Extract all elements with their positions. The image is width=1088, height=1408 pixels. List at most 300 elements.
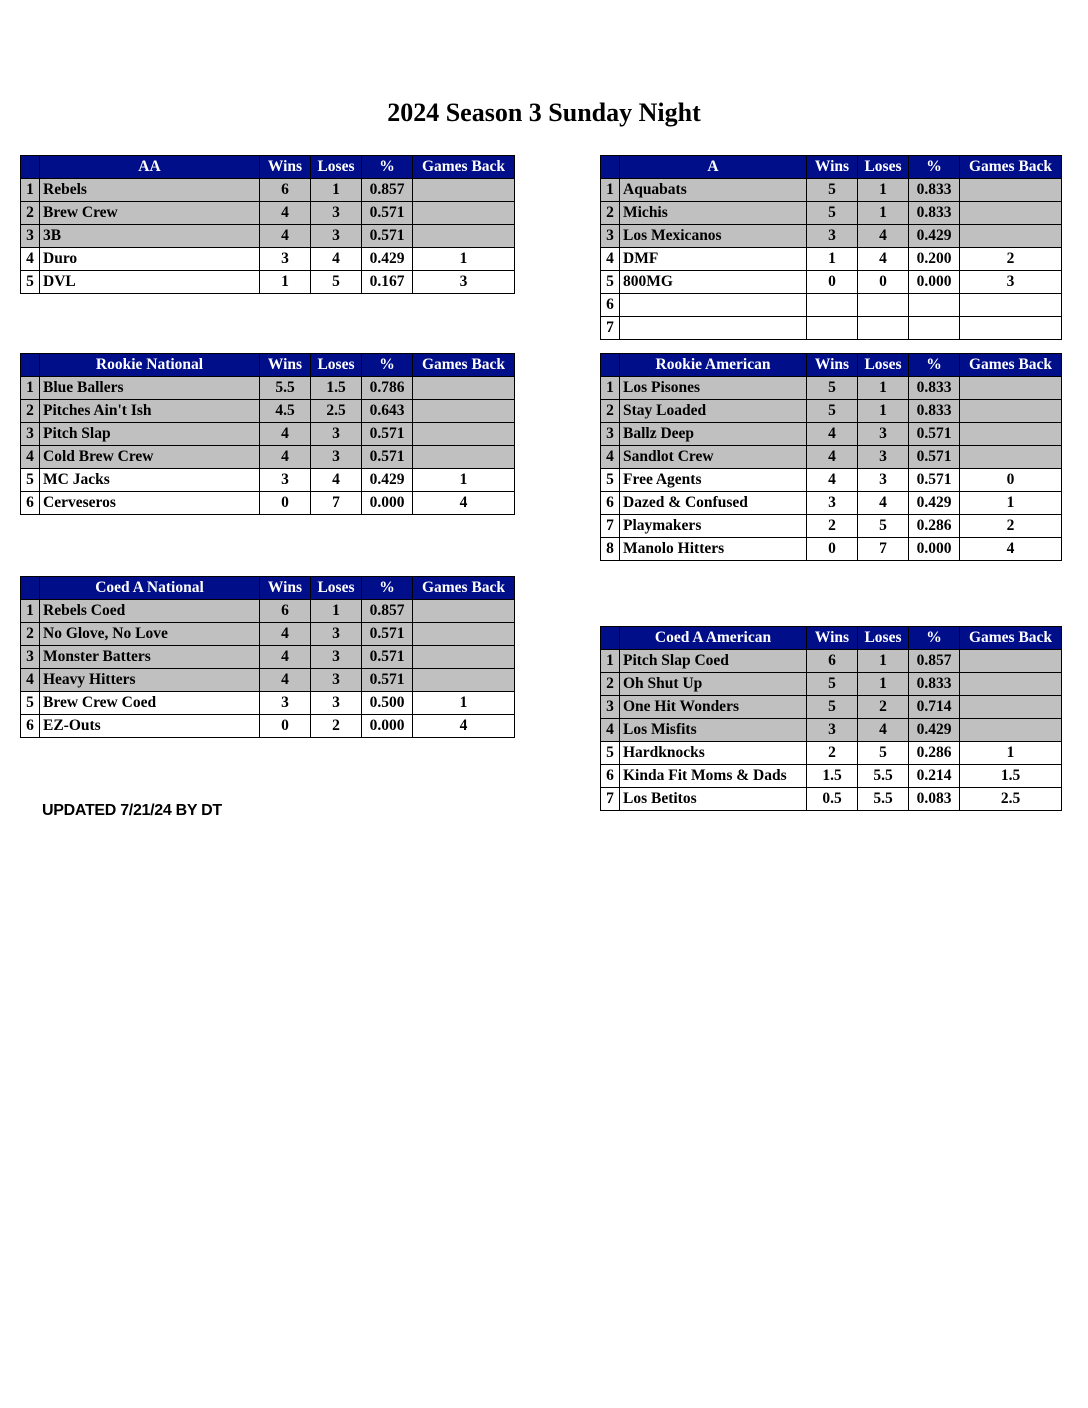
pct-cell: 0.571 — [909, 469, 960, 492]
loses-cell: 4 — [311, 469, 362, 492]
table-row — [21, 225, 515, 248]
table-row — [21, 271, 515, 294]
header-row — [601, 156, 1062, 179]
loses-cell: 2.5 — [311, 400, 362, 423]
pct-cell: 0.833 — [909, 202, 960, 225]
rank-cell: 3 — [601, 225, 620, 248]
table-row — [601, 650, 1062, 673]
table-row — [21, 623, 515, 646]
table-row — [601, 788, 1062, 811]
loses-cell: 2 — [858, 696, 909, 719]
team-name-cell: Cerveseros — [40, 492, 260, 515]
rank-cell: 4 — [601, 248, 620, 271]
pct-header: % — [909, 627, 960, 650]
rank-cell: 8 — [601, 538, 620, 561]
games-back-cell — [960, 423, 1062, 446]
pct-cell: 0.286 — [909, 515, 960, 538]
rank-header — [21, 156, 40, 179]
table-row — [601, 400, 1062, 423]
rank-cell: 1 — [21, 377, 40, 400]
wins-cell: 4 — [807, 446, 858, 469]
rank-cell: 4 — [21, 669, 40, 692]
wins-header: Wins — [807, 354, 858, 377]
rank-header — [21, 577, 40, 600]
wins-cell: 4 — [260, 669, 311, 692]
pct-cell: 0.571 — [362, 623, 413, 646]
rank-cell: 2 — [601, 400, 620, 423]
table-row — [601, 377, 1062, 400]
wins-cell: 5 — [807, 673, 858, 696]
loses-header: Loses — [858, 156, 909, 179]
team-name-cell: Brew Crew — [40, 202, 260, 225]
team-name-cell: Los Pisones — [620, 377, 807, 400]
wins-cell — [807, 317, 858, 340]
pct-cell: 0.714 — [909, 696, 960, 719]
standings-table-coed-a-american — [600, 626, 1062, 811]
table-row — [601, 225, 1062, 248]
team-name-cell — [620, 317, 807, 340]
wins-cell: 4 — [260, 423, 311, 446]
rank-cell: 1 — [21, 600, 40, 623]
wins-cell: 5 — [807, 696, 858, 719]
pct-cell: 0.429 — [909, 225, 960, 248]
pct-cell: 0.429 — [362, 248, 413, 271]
header-row — [21, 354, 515, 377]
loses-cell: 3 — [858, 423, 909, 446]
rank-cell: 5 — [601, 469, 620, 492]
rank-cell: 2 — [601, 673, 620, 696]
wins-cell: 4 — [807, 469, 858, 492]
wins-cell: 3 — [260, 692, 311, 715]
team-name-cell: Aquabats — [620, 179, 807, 202]
pct-cell: 0.429 — [909, 492, 960, 515]
wins-cell: 6 — [260, 600, 311, 623]
rank-cell: 5 — [21, 469, 40, 492]
pct-cell: 0.571 — [362, 446, 413, 469]
games-back-cell — [413, 623, 515, 646]
team-name-cell: Manolo Hitters — [620, 538, 807, 561]
pct-cell: 0.571 — [909, 446, 960, 469]
wins-cell — [807, 294, 858, 317]
wins-cell: 0 — [260, 492, 311, 515]
team-name-cell: No Glove, No Love — [40, 623, 260, 646]
rank-cell: 5 — [601, 742, 620, 765]
team-name-cell: 3B — [40, 225, 260, 248]
table-row — [21, 692, 515, 715]
wins-cell: 5 — [807, 179, 858, 202]
games-back-cell: 1.5 — [960, 765, 1062, 788]
table-row — [601, 696, 1062, 719]
pct-cell: 0.571 — [362, 225, 413, 248]
loses-cell: 3 — [311, 225, 362, 248]
standings-table-coed-a-national — [20, 576, 515, 738]
wins-cell: 4.5 — [260, 400, 311, 423]
loses-cell: 3 — [311, 446, 362, 469]
loses-cell: 5.5 — [858, 788, 909, 811]
team-name-cell: Sandlot Crew — [620, 446, 807, 469]
table-row — [21, 646, 515, 669]
pct-cell: 0.000 — [909, 271, 960, 294]
team-name-cell: Los Misfits — [620, 719, 807, 742]
wins-cell: 0 — [807, 271, 858, 294]
games-back-cell: 1 — [960, 742, 1062, 765]
wins-header: Wins — [260, 354, 311, 377]
loses-cell — [858, 294, 909, 317]
team-name-cell: Monster Batters — [40, 646, 260, 669]
rank-header — [601, 156, 620, 179]
wins-cell: 0 — [807, 538, 858, 561]
rank-cell: 3 — [21, 646, 40, 669]
rank-cell: 3 — [21, 225, 40, 248]
team-name-cell: DMF — [620, 248, 807, 271]
wins-cell: 3 — [260, 248, 311, 271]
games-back-cell — [960, 225, 1062, 248]
table-row — [601, 469, 1062, 492]
division-header: Rookie National — [40, 354, 260, 377]
pct-header: % — [362, 156, 413, 179]
team-name-cell — [620, 294, 807, 317]
loses-cell: 3 — [858, 469, 909, 492]
pct-cell: 0.286 — [909, 742, 960, 765]
games-back-cell — [960, 202, 1062, 225]
team-name-cell: Rebels — [40, 179, 260, 202]
team-name-cell: Oh Shut Up — [620, 673, 807, 696]
pct-cell: 0.833 — [909, 179, 960, 202]
games-back-cell — [413, 669, 515, 692]
table-row — [601, 446, 1062, 469]
table-row — [601, 423, 1062, 446]
loses-cell: 4 — [858, 492, 909, 515]
games-back-cell — [960, 673, 1062, 696]
loses-header: Loses — [858, 627, 909, 650]
rank-cell: 2 — [21, 400, 40, 423]
games-back-header: Games Back — [413, 354, 515, 377]
rank-cell: 3 — [601, 696, 620, 719]
wins-cell: 5 — [807, 202, 858, 225]
table-row — [21, 377, 515, 400]
rank-cell: 1 — [21, 179, 40, 202]
rank-cell: 4 — [21, 248, 40, 271]
wins-cell: 1 — [807, 248, 858, 271]
games-back-cell: 1 — [960, 492, 1062, 515]
loses-cell: 3 — [311, 669, 362, 692]
wins-cell: 4 — [260, 623, 311, 646]
loses-cell: 1 — [858, 202, 909, 225]
rank-cell: 7 — [601, 515, 620, 538]
wins-cell: 3 — [260, 469, 311, 492]
table-row — [601, 248, 1062, 271]
loses-cell: 3 — [311, 623, 362, 646]
team-name-cell: Dazed & Confused — [620, 492, 807, 515]
wins-cell: 6 — [807, 650, 858, 673]
loses-cell: 1 — [858, 377, 909, 400]
standings-table-rookie-american — [600, 353, 1062, 561]
rank-cell: 6 — [21, 715, 40, 738]
wins-cell: 3 — [807, 225, 858, 248]
updated-note: UPDATED 7/21/24 BY DT — [42, 802, 222, 819]
pct-cell: 0.833 — [909, 400, 960, 423]
loses-cell: 1.5 — [311, 377, 362, 400]
pct-cell: 0.214 — [909, 765, 960, 788]
pct-header: % — [909, 354, 960, 377]
games-back-cell — [413, 377, 515, 400]
pct-cell: 0.200 — [909, 248, 960, 271]
pct-cell: 0.429 — [909, 719, 960, 742]
pct-cell: 0.500 — [362, 692, 413, 715]
division-header: Coed A American — [620, 627, 807, 650]
team-name-cell: Los Betitos — [620, 788, 807, 811]
team-name-cell: Pitch Slap Coed — [620, 650, 807, 673]
table-row — [21, 400, 515, 423]
loses-cell: 3 — [858, 446, 909, 469]
loses-header: Loses — [311, 577, 362, 600]
games-back-cell — [413, 225, 515, 248]
wins-cell: 3 — [807, 492, 858, 515]
standings-table-a — [600, 155, 1062, 340]
loses-cell: 1 — [311, 179, 362, 202]
team-name-cell: Rebels Coed — [40, 600, 260, 623]
games-back-header: Games Back — [960, 627, 1062, 650]
pct-cell: 0.167 — [362, 271, 413, 294]
games-back-cell: 4 — [413, 715, 515, 738]
loses-cell: 7 — [311, 492, 362, 515]
rank-cell: 7 — [601, 317, 620, 340]
table-row — [601, 179, 1062, 202]
games-back-cell: 2 — [960, 515, 1062, 538]
games-back-cell — [960, 650, 1062, 673]
table-row — [601, 765, 1062, 788]
loses-cell: 0 — [858, 271, 909, 294]
rank-cell: 4 — [21, 446, 40, 469]
wins-cell: 6 — [260, 179, 311, 202]
pct-header: % — [909, 156, 960, 179]
wins-cell: 1 — [260, 271, 311, 294]
loses-cell: 1 — [858, 400, 909, 423]
loses-cell — [858, 317, 909, 340]
games-back-cell — [960, 719, 1062, 742]
games-back-cell — [413, 646, 515, 669]
games-back-cell: 2 — [960, 248, 1062, 271]
games-back-cell: 1 — [413, 248, 515, 271]
table-row — [601, 202, 1062, 225]
rank-cell: 4 — [601, 446, 620, 469]
table-row — [601, 538, 1062, 561]
team-name-cell: MC Jacks — [40, 469, 260, 492]
team-name-cell: Brew Crew Coed — [40, 692, 260, 715]
loses-cell: 4 — [858, 225, 909, 248]
loses-cell: 7 — [858, 538, 909, 561]
header-row — [601, 627, 1062, 650]
games-back-cell — [413, 446, 515, 469]
team-name-cell: DVL — [40, 271, 260, 294]
team-name-cell: One Hit Wonders — [620, 696, 807, 719]
rank-cell: 6 — [601, 492, 620, 515]
loses-cell: 2 — [311, 715, 362, 738]
table-row — [601, 492, 1062, 515]
team-name-cell: Heavy Hitters — [40, 669, 260, 692]
team-name-cell: 800MG — [620, 271, 807, 294]
wins-header: Wins — [260, 156, 311, 179]
pct-cell: 0.833 — [909, 377, 960, 400]
loses-cell: 4 — [858, 248, 909, 271]
table-row — [21, 423, 515, 446]
page-title: 2024 Season 3 Sunday Night — [387, 98, 701, 127]
wins-cell: 4 — [260, 646, 311, 669]
pct-cell: 0.000 — [362, 492, 413, 515]
table-row — [601, 719, 1062, 742]
games-back-header: Games Back — [413, 577, 515, 600]
rank-cell: 5 — [21, 692, 40, 715]
games-back-cell: 1 — [413, 469, 515, 492]
games-back-cell: 2.5 — [960, 788, 1062, 811]
loses-header: Loses — [311, 156, 362, 179]
wins-cell: 4 — [807, 423, 858, 446]
team-name-cell: Ballz Deep — [620, 423, 807, 446]
pct-cell — [909, 317, 960, 340]
games-back-cell — [413, 179, 515, 202]
rank-cell: 1 — [601, 179, 620, 202]
team-name-cell: Cold Brew Crew — [40, 446, 260, 469]
rank-cell: 5 — [601, 271, 620, 294]
rank-cell: 2 — [21, 623, 40, 646]
games-back-cell — [960, 696, 1062, 719]
pct-cell: 0.857 — [909, 650, 960, 673]
pct-cell: 0.000 — [909, 538, 960, 561]
wins-header: Wins — [807, 156, 858, 179]
loses-cell: 1 — [858, 673, 909, 696]
rank-cell: 1 — [601, 650, 620, 673]
pct-cell: 0.857 — [362, 600, 413, 623]
table-row — [21, 600, 515, 623]
team-name-cell: Blue Ballers — [40, 377, 260, 400]
division-header: AA — [40, 156, 260, 179]
rank-cell: 7 — [601, 788, 620, 811]
wins-cell: 5.5 — [260, 377, 311, 400]
table-row — [601, 294, 1062, 317]
pct-cell: 0.000 — [362, 715, 413, 738]
loses-cell: 4 — [858, 719, 909, 742]
division-header: A — [620, 156, 807, 179]
pct-cell: 0.833 — [909, 673, 960, 696]
team-name-cell: Michis — [620, 202, 807, 225]
games-back-header: Games Back — [960, 354, 1062, 377]
games-back-cell — [960, 400, 1062, 423]
team-name-cell: Hardknocks — [620, 742, 807, 765]
rank-header — [601, 354, 620, 377]
loses-cell: 1 — [858, 179, 909, 202]
rank-cell: 3 — [21, 423, 40, 446]
wins-cell: 2 — [807, 742, 858, 765]
table-row — [21, 715, 515, 738]
rank-header — [601, 627, 620, 650]
wins-header: Wins — [807, 627, 858, 650]
pct-cell: 0.857 — [362, 179, 413, 202]
loses-cell: 5 — [858, 742, 909, 765]
team-name-cell: Free Agents — [620, 469, 807, 492]
loses-cell: 5.5 — [858, 765, 909, 788]
division-header: Rookie American — [620, 354, 807, 377]
pct-cell: 0.786 — [362, 377, 413, 400]
loses-cell: 3 — [311, 646, 362, 669]
team-name-cell: Stay Loaded — [620, 400, 807, 423]
header-row — [21, 577, 515, 600]
table-row — [21, 469, 515, 492]
loses-cell: 3 — [311, 202, 362, 225]
games-back-cell — [960, 446, 1062, 469]
team-name-cell: Pitches Ain't Ish — [40, 400, 260, 423]
pct-cell: 0.083 — [909, 788, 960, 811]
loses-cell: 4 — [311, 248, 362, 271]
wins-cell: 0 — [260, 715, 311, 738]
rank-cell: 6 — [21, 492, 40, 515]
pct-cell: 0.571 — [909, 423, 960, 446]
table-row — [21, 248, 515, 271]
rank-cell: 1 — [601, 377, 620, 400]
games-back-cell: 0 — [960, 469, 1062, 492]
loses-header: Loses — [311, 354, 362, 377]
pct-cell: 0.571 — [362, 646, 413, 669]
table-row — [21, 446, 515, 469]
pct-cell — [909, 294, 960, 317]
team-name-cell: Los Mexicanos — [620, 225, 807, 248]
wins-cell: 4 — [260, 225, 311, 248]
rank-cell: 6 — [601, 294, 620, 317]
loses-cell: 1 — [858, 650, 909, 673]
header-row — [21, 156, 515, 179]
rank-header — [21, 354, 40, 377]
wins-cell: 3 — [807, 719, 858, 742]
games-back-cell — [413, 400, 515, 423]
wins-cell: 2 — [807, 515, 858, 538]
games-back-cell — [960, 377, 1062, 400]
division-header: Coed A National — [40, 577, 260, 600]
team-name-cell: EZ-Outs — [40, 715, 260, 738]
games-back-cell — [413, 423, 515, 446]
pct-cell: 0.429 — [362, 469, 413, 492]
standings-table-rookie-national — [20, 353, 515, 515]
rank-cell: 6 — [601, 765, 620, 788]
team-name-cell: Kinda Fit Moms & Dads — [620, 765, 807, 788]
games-back-cell: 3 — [960, 271, 1062, 294]
table-row — [601, 742, 1062, 765]
loses-cell: 5 — [311, 271, 362, 294]
games-back-cell: 4 — [960, 538, 1062, 561]
pct-cell: 0.571 — [362, 669, 413, 692]
pct-cell: 0.643 — [362, 400, 413, 423]
games-back-cell — [960, 179, 1062, 202]
games-back-cell — [960, 294, 1062, 317]
wins-cell: 0.5 — [807, 788, 858, 811]
games-back-cell: 1 — [413, 692, 515, 715]
loses-cell: 5 — [858, 515, 909, 538]
table-row — [21, 202, 515, 225]
team-name-cell: Pitch Slap — [40, 423, 260, 446]
table-row — [21, 669, 515, 692]
header-row — [601, 354, 1062, 377]
loses-header: Loses — [858, 354, 909, 377]
loses-cell: 3 — [311, 423, 362, 446]
pct-header: % — [362, 577, 413, 600]
rank-cell: 3 — [601, 423, 620, 446]
pct-cell: 0.571 — [362, 202, 413, 225]
wins-cell: 5 — [807, 377, 858, 400]
games-back-header: Games Back — [413, 156, 515, 179]
wins-cell: 1.5 — [807, 765, 858, 788]
pct-header: % — [362, 354, 413, 377]
rank-cell: 2 — [601, 202, 620, 225]
wins-cell: 4 — [260, 202, 311, 225]
games-back-cell — [413, 202, 515, 225]
